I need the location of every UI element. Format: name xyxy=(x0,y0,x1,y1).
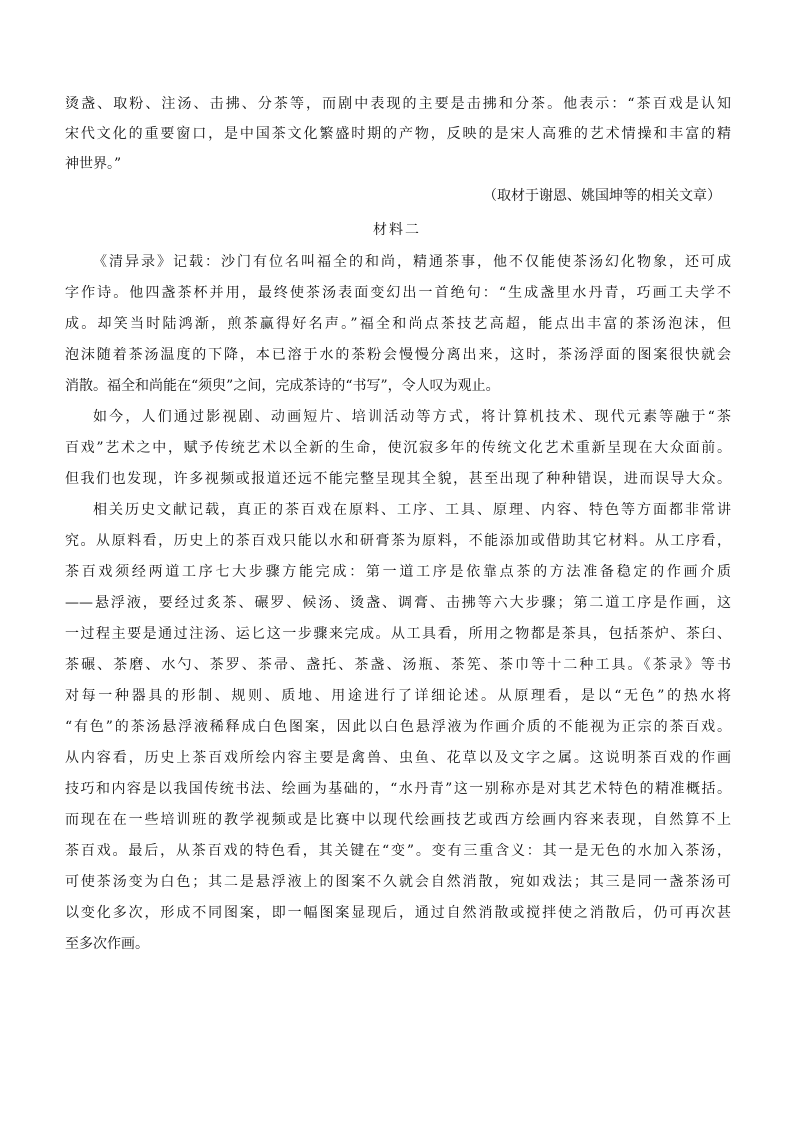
paragraph-line: 相关历史文献记载，真正的茶百戏在原料、工序、工具、原理、内容、特色等方面都非常讲 xyxy=(93,502,731,518)
paragraph-line: “有色”的茶汤悬浮液稀释成白色图案，因此以白色悬浮液为作画介质的不能视为正宗的茶百戏。 xyxy=(65,719,731,735)
paragraph-line: 对每一种器具的形制、规则、质地、用途进行了详细论述。从原理看，是以“无色”的热水将 xyxy=(65,688,731,704)
paragraph-line: 烫盏、取粉、注汤、击拂、分茶等，而剧中表现的主要是击拂和分茶。他表示：“茶百戏是认知 xyxy=(65,96,731,112)
paragraph-line: 成。却笑当时陆鸿渐，煎茶赢得好名声。”福全和尚点茶技艺高超，能点出丰富的茶汤泡沫，但 xyxy=(65,316,731,332)
paragraph-line: 至多次作画。 xyxy=(65,936,149,952)
paragraph-line: 字作诗。他四盏茶杯并用，最终使茶汤表面变幻出一首绝句：“生成盏里水丹青，巧画工夫学不 xyxy=(65,285,731,301)
paragraph-line: 可使茶汤变为白色；其二是悬浮液上的图案不久就会自然消散，宛如戏法；其三是同一盏茶汤可 xyxy=(65,874,731,890)
source-citation: （取材于谢恩、姚国坤等的相关文章） xyxy=(483,188,721,204)
paragraph-line: 茶百戏。最后，从茶百戏的特色看，其关键在“变”。变有三重含义：其一是无色的水加入茶汤， xyxy=(65,843,731,859)
paragraph-line: 从内容看，历史上茶百戏所绘内容主要是禽兽、虫鱼、花草以及文字之属。这说明茶百戏的作画 xyxy=(65,750,731,766)
section-title: 材料二 xyxy=(373,222,421,238)
paragraph-line: 茶碾、茶磨、水勺、茶罗、茶帚、盏托、茶盏、汤瓶、茶筅、茶巾等十二种工具。《茶录》等书 xyxy=(65,657,731,673)
paragraph-line: 《清异录》记载：沙门有位名叫福全的和尚，精通茶事，他不仅能使茶汤幻化物象，还可成 xyxy=(93,254,731,270)
paragraph-line: 茶百戏须经两道工序七大步骤方能完成：第一道工序是依靠点茶的方法准备稳定的作画介质 xyxy=(65,564,731,580)
paragraph-line: 神世界。” xyxy=(65,156,122,172)
paragraph-line: 宋代文化的重要窗口，是中国茶文化繁盛时期的产物，反映的是宋人高雅的艺术情操和丰富的精 xyxy=(65,126,731,142)
paragraph-line: 而现在在一些培训班的教学视频或是比赛中以现代绘画技艺或西方绘画内容来表现，自然算不上 xyxy=(65,812,731,828)
paragraph-line: 以变化多次，形成不同图案，即一幅图案显现后，通过自然消散或搅拌使之消散后，仍可再次甚 xyxy=(65,905,731,921)
paragraph-line: 百戏”艺术之中，赋予传统艺术以全新的生命，使沉寂多年的传统文化艺术重新呈现在大众面前。 xyxy=(65,440,731,456)
paragraph-line: 但我们也发现，许多视频或报道还远不能完整呈现其全貌，甚至出现了种种错误，进而误导大众。 xyxy=(65,471,731,487)
paragraph-line: 一过程主要是通过注汤、运匕这一步骤来完成。从工具看，所用之物都是茶具，包括茶炉、茶臼、 xyxy=(65,626,731,642)
paragraph-line: 如今，人们通过影视剧、动画短片、培训活动等方式，将计算机技术、现代元素等融于“茶 xyxy=(93,409,731,425)
paragraph-line: 技巧和内容是以我国传统书法、绘画为基础的，“水丹青”这一别称亦是对其艺术特色的精准概括。 xyxy=(65,781,731,797)
paragraph-line: ——悬浮液，要经过炙茶、碾罗、候汤、烫盏、调膏、击拂等六大步骤；第二道工序是作画，这 xyxy=(65,595,731,611)
paragraph-line: 究。从原料看，历史上的茶百戏只能以水和研膏茶为原料，不能添加或借助其它材料。从工序看， xyxy=(65,533,731,549)
paragraph-line: 泡沫随着茶汤温度的下降，本已溶于水的茶粉会慢慢分离出来，这时，茶汤浮面的图案很快就会 xyxy=(65,347,731,363)
paragraph-line: 消散。福全和尚能在“须臾”之间，完成茶诗的“书写”，令人叹为观止。 xyxy=(65,378,500,394)
